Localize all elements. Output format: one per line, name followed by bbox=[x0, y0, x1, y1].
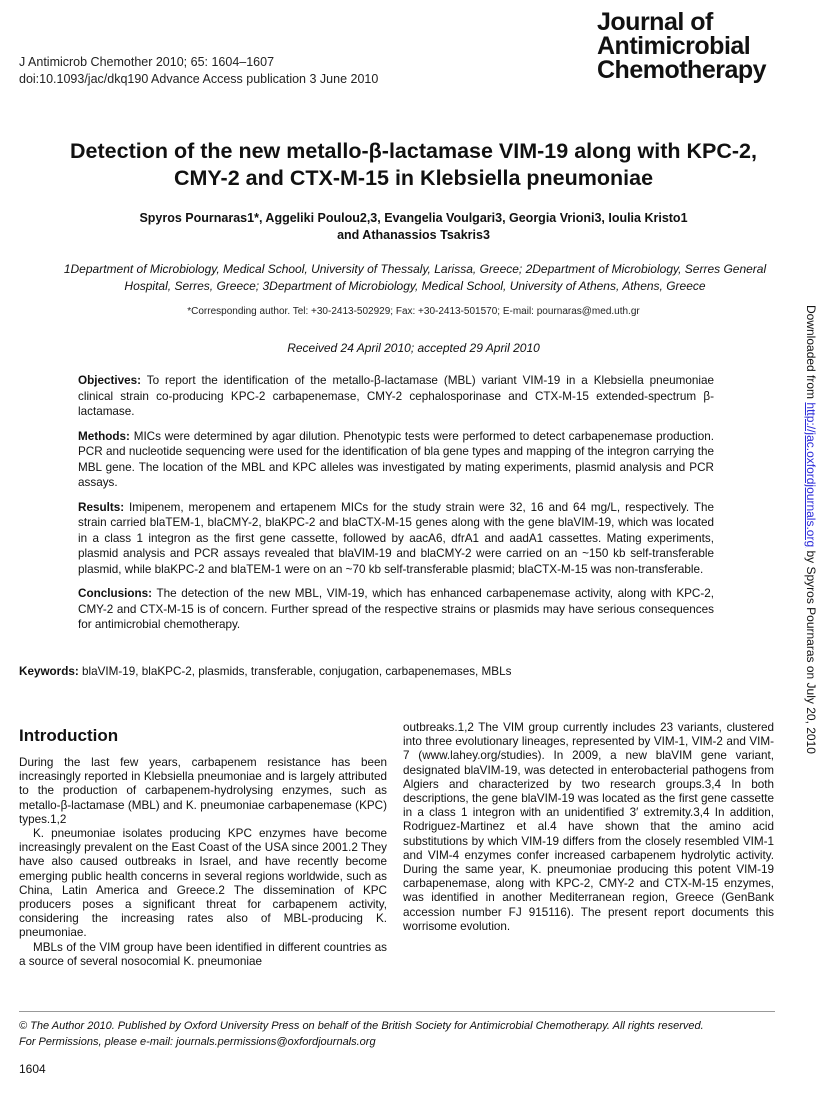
intro-paragraph-1: During the last few years, carbapenem resistance has been increasingly reported in Klebsiella pneumoniae and is largely attributed to the production of carbapenem-hydrolysing enzymes, such as metallo-β-lactamase (MBL) and K. pneumoniae carbapenemase (KPC) types.1,2 bbox=[19, 756, 387, 826]
abstract bbox=[78, 373, 714, 642]
intro-paragraph-2: K. pneumoniae isolates producing KPC enzymes have become increasingly prevalent on the East Coast of the USA since 2001.2 They have also caused outbreaks in Israel, and have recently become emerging public health concerns in several regions worldwide, such as China, Latin America and Greece.2 The dissemination of KPC producers poses a significant threat for carbapenem activity, considering the increasing rates also of MBL-producing K. pneumoniae. bbox=[19, 827, 387, 940]
received-dates: Received 24 April 2010; accepted 29 April 2010 bbox=[287, 341, 540, 355]
journal-logo-line-2: Antimicrobial bbox=[597, 32, 751, 60]
citation bbox=[19, 54, 378, 88]
keywords-label: Keywords: bbox=[19, 665, 79, 678]
title-line-2: CMY-2 and CTX-M-15 in Klebsiella pneumoniae bbox=[173, 166, 654, 190]
download-notice bbox=[802, 305, 822, 795]
abstract-objectives bbox=[78, 373, 714, 420]
title-line-1: Detection of the new metallo-β-lactamase VIM-19 along with KPC-2, bbox=[70, 139, 757, 163]
affiliations-line-2: Hospital, Serres, Greece; 3Department of Microbiology, Medical School, University of Athens, Athens, Greece bbox=[124, 279, 706, 293]
abstract-methods bbox=[78, 429, 714, 491]
keywords-text: blaVIM-19, blaKPC-2, plasmids, transferable, conjugation, carbapenemases, MBLs bbox=[82, 665, 512, 678]
objectives-text: To report the identification of the metallo-β-lactamase (MBL) variant VIM-19 in a Klebsiella pneumoniae clinical strain co-producing KPC-2 carbapenemase, CMY-2 cephalosporinase and CTX-M-15 extended-spectrum β-lactamase. bbox=[78, 374, 714, 418]
abstract-results bbox=[78, 500, 714, 578]
footer-divider bbox=[19, 1011, 775, 1012]
permissions-line: For Permissions, please e-mail: journals.permissions@oxfordjournals.org bbox=[19, 1036, 376, 1048]
objectives-label: Objectives: bbox=[78, 374, 142, 387]
journal-logo-line-3: Chemotherapy bbox=[597, 56, 767, 84]
download-prefix: Downloaded from bbox=[804, 305, 818, 403]
page-number: 1604 bbox=[19, 1062, 46, 1076]
keywords bbox=[19, 665, 799, 678]
journal-logo-line-1: Journal of bbox=[597, 8, 713, 36]
results-text: Imipenem, meropenem and ertapenem MICs for the study strain were 32, 16 and 64 mg/L, respectively. The strain carried blaTEM-1, blaCMY-2, blaKPC-2 and blaCTX-M-15 genes along with the gene blaVIM-19, which was located in a class 1 integron as the first gene cassette, followed by aacA6, dfrA1 and aadA1 cassettes. Mating experiments, plasmid analysis and PCR assays revealed that blaVIM-19 and blaCMY-2 were carried on an ~150 kb self-transferable plasmid, while blaKPC-2 and blaTEM-1 were on an ~70 kb self-transferable plasmid; blaCTX-M-15 was non-transferable. bbox=[78, 500, 715, 576]
copyright-footer bbox=[19, 1018, 704, 1050]
journal-logo bbox=[597, 10, 766, 82]
journal-site-link[interactable]: http://jac.oxfordjournals.org bbox=[804, 402, 818, 548]
intro-paragraph-3: MBLs of the VIM group have been identified in different countries as a source of several nosocomial K. pneumoniae bbox=[19, 940, 387, 968]
intro-left-column bbox=[19, 756, 387, 969]
copyright-line: © The Author 2010. Published by Oxford University Press on behalf of the British Society for Antimicrobial Chemotherapy. All rights reserved. bbox=[19, 1020, 704, 1032]
download-suffix: by Spyros Pournaras on July 20, 2010 bbox=[804, 547, 818, 754]
affiliations bbox=[22, 261, 808, 295]
methods-text: MICs were determined by agar dilution. Phenotypic tests were performed to detect carbapenemase production. PCR and nucleotide sequencing were used for the identification of bla gene types and mapping of the integron carrying the MBL gene. The location of the MBL and KPC alleles was investigated by mating experiments, plasmid analysis and PCR assays. bbox=[78, 429, 715, 489]
authors-line-2: and Athanassios Tsakris3 bbox=[337, 228, 490, 242]
authors-line-1: Spyros Pournaras1*, Aggeliki Poulou2,3, Evangelia Voulgari3, Georgia Vrioni3, Ioulia Kristo1 bbox=[139, 211, 688, 225]
methods-label: Methods: bbox=[78, 429, 130, 443]
corresponding-author: *Corresponding author. Tel: +30-2413-502929; Fax: +30-2413-501570; E-mail: pournaras@med.uth.gr bbox=[187, 306, 640, 317]
intro-right-paragraph: outbreaks.1,2 The VIM group currently includes 23 variants, clustered into three evolutionary lineages, represented by VIM-1, VIM-2 and VIM-7 (www.lahey.org/studies). In 2009, a new blaVIM gene variant, designated blaVIM-19, was detected in enterobacterial pathogens from Algiers and characterized by two research groups.3,4 In both descriptions, the gene blaVIM-19 was located as the first gene cassette in a class 1 integron with an unidentified 3′ extremity.3,4 In addition, Rodriguez-Martinez et al.4 have shown that the amino acid substitutions by which VIM-19 differs from the closely resembled VIM-1 and VIM-4 enzymes confer increased carbapenem hydrolytic activity. During the same year, K. pneumoniae producing this potent VIM-19 carbapenemase, along with KPC-2, CMY-2 and CTX-M-15 enzymes, was identified in another Mediterranean region, Greece (GenBank accession number FJ 915116). The present report documents this worrisome evolution. bbox=[403, 721, 774, 933]
affiliations-line-1: 1Department of Microbiology, Medical School, University of Thessaly, Larissa, Greece; 2Department of Microbiology, Serres General bbox=[63, 262, 767, 276]
authors bbox=[0, 210, 827, 244]
introduction-heading: Introduction bbox=[19, 726, 119, 745]
abstract-conclusions bbox=[78, 586, 714, 633]
results-label: Results: bbox=[78, 500, 125, 514]
article-title bbox=[0, 138, 827, 192]
citation-line-1: J Antimicrob Chemother 2010; 65: 1604–1607 bbox=[19, 55, 275, 69]
conclusions-label: Conclusions: bbox=[78, 587, 153, 600]
conclusions-text: The detection of the new MBL, VIM-19, which has enhanced carbapenemase activity, along with KPC-2, CMY-2 and CTX-M-15 is of concern. Further spread of the respective strains or plasmids may have serious consequences for antimicrobial chemotherapy. bbox=[78, 587, 714, 631]
intro-right-column bbox=[403, 721, 774, 934]
citation-line-2: doi:10.1093/jac/dkq190 Advance Access publication 3 June 2010 bbox=[19, 72, 379, 86]
